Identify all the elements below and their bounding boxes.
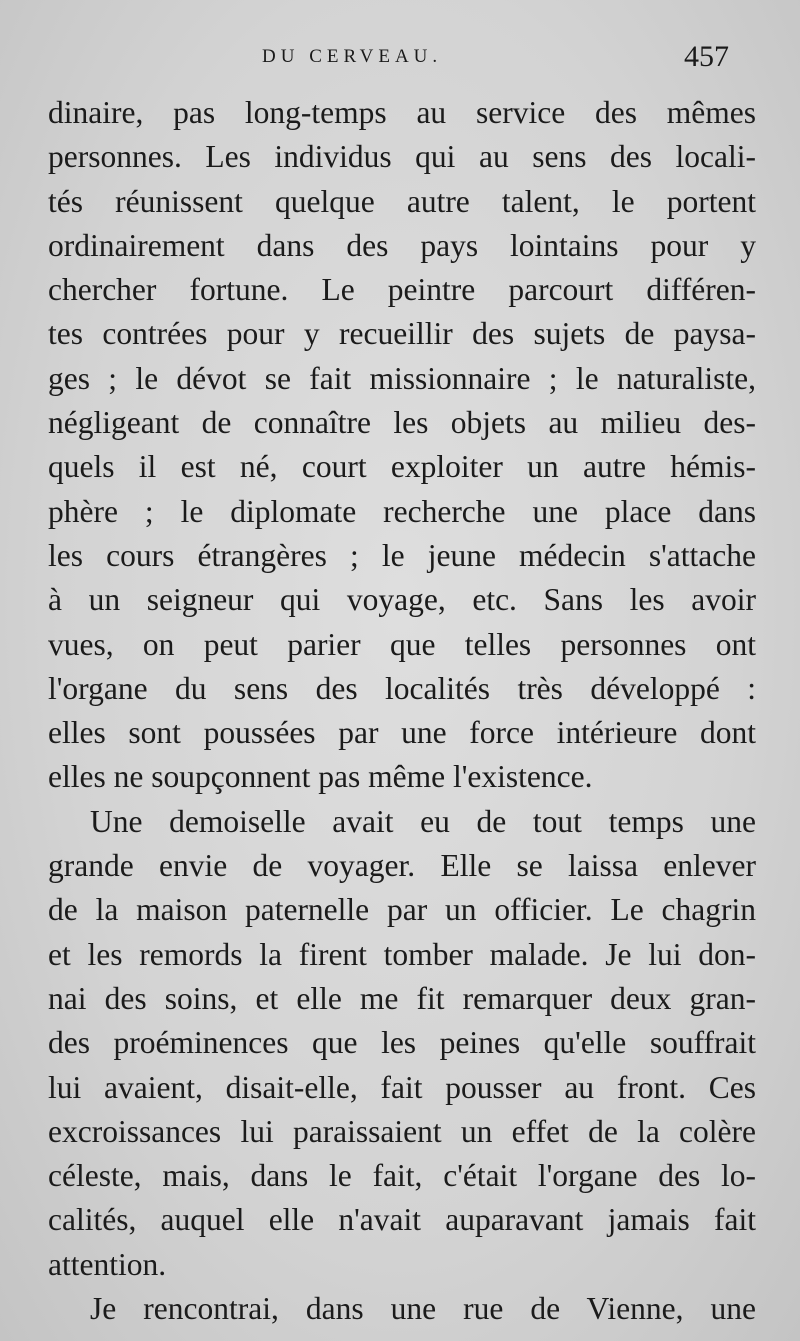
text-line: phère ; le diplomate recherche une place dans	[48, 493, 756, 529]
text-line: Une demoiselle avait eu de tout temps une	[90, 803, 756, 839]
text-line: quels il est né, court exploiter un autre hémis-	[48, 449, 756, 485]
text-line: elles sont poussées par une force intérieure dont	[48, 715, 756, 751]
text-line: et les remords la firent tomber malade. Je lui don-	[48, 936, 756, 972]
text-line: de la maison paternelle par un officier. Le chagrin	[48, 892, 756, 928]
page-header	[0, 40, 800, 90]
text-line: lui avaient, disait-elle, fait pousser au front. Ces	[48, 1069, 756, 1105]
text-line: dinaire, pas long-temps au service des mêmes	[48, 95, 756, 130]
paragraph-2	[48, 800, 756, 1287]
text-line: céleste, mais, dans le fait, c'était l'organe des lo-	[48, 1158, 756, 1194]
text-line: Je rencontrai, dans une rue de Vienne, une	[90, 1291, 756, 1327]
text-line: les cours étrangères ; le jeune médecin s'attache	[48, 537, 756, 573]
text-line: à un seigneur qui voyage, etc. Sans les avoir	[48, 582, 756, 618]
text-line: chercher fortune. Le peintre parcourt différen-	[48, 272, 756, 308]
text-line: nai des soins, et elle me fit remarquer deux gran-	[48, 980, 756, 1016]
text-line: tes contrées pour y recueillir des sujets de paysa-	[48, 316, 756, 352]
text-line: excroissances lui paraissaient un effet de la colère	[48, 1113, 756, 1149]
text-line: l'organe du sens des localités très développé :	[48, 670, 756, 706]
text-line: négligeant de connaître les objets au milieu des-	[48, 405, 756, 441]
text-line: personnes. Les individus qui au sens des locali-	[48, 139, 756, 175]
paragraph-1	[48, 91, 756, 800]
text-line: calités, auquel elle n'avait auparavant jamais fait	[48, 1202, 756, 1238]
running-head: DU CERVEAU.	[262, 46, 443, 67]
page-number: 457	[684, 40, 729, 73]
text-line: ges ; le dévot se fait missionnaire ; le naturaliste,	[48, 360, 756, 396]
text-line: des proéminences que les peines qu'elle souffrait	[48, 1025, 756, 1061]
text-line: tés réunissent quelque autre talent, le portent	[48, 183, 756, 219]
text-line: attention.	[48, 1246, 167, 1282]
text-line: grande envie de voyager. Elle se laissa enlever	[48, 848, 756, 884]
body-text	[48, 91, 756, 1331]
text-line: elles ne soupçonnent pas même l'existence.	[48, 759, 593, 795]
text-line: ordinairement dans des pays lointains pour y	[48, 227, 756, 263]
text-line: vues, on peut parier que telles personnes ont	[48, 626, 756, 662]
paragraph-3	[48, 1287, 756, 1331]
